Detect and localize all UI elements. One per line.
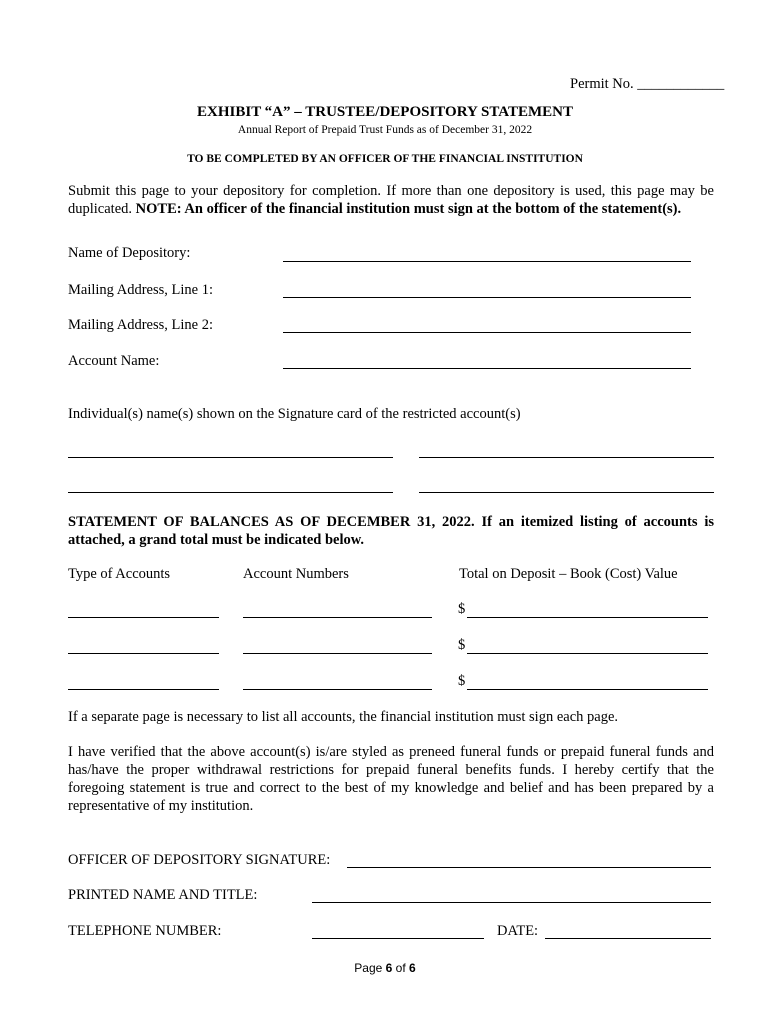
depository-name-label: Name of Depository: xyxy=(68,245,191,261)
intro-text: Submit this page to your depository for completion. If more than one depository is used, this page may be duplicated. xyxy=(68,183,714,217)
mailing-address-2-label: Mailing Address, Line 2: xyxy=(68,317,213,333)
depository-name-field[interactable] xyxy=(283,261,691,262)
account-type-field[interactable] xyxy=(68,689,219,690)
mailing-address-1-field[interactable] xyxy=(283,297,691,298)
document-subtitle: Annual Report of Prepaid Trust Funds as of December 31, 2022 xyxy=(237,124,533,136)
currency-symbol: $ xyxy=(458,673,466,689)
signature-card-label: Individual(s) name(s) shown on the Signature card of the restricted account(s) xyxy=(68,406,521,422)
permit-blank[interactable]: ____________ xyxy=(637,76,725,92)
account-number-field[interactable] xyxy=(243,617,432,618)
date-field[interactable] xyxy=(545,938,711,939)
signature-card-name-field[interactable] xyxy=(419,492,714,493)
account-type-field[interactable] xyxy=(68,653,219,654)
account-name-field[interactable] xyxy=(283,368,691,369)
deposit-total-field[interactable] xyxy=(467,617,708,618)
officer-signature-label: OFFICER OF DEPOSITORY SIGNATURE: xyxy=(68,852,331,868)
printed-name-label: PRINTED NAME AND TITLE: xyxy=(68,887,258,903)
account-number-field[interactable] xyxy=(243,689,432,690)
currency-symbol: $ xyxy=(458,601,466,617)
page-of: of xyxy=(392,961,410,975)
account-type-field[interactable] xyxy=(68,617,219,618)
currency-symbol: $ xyxy=(458,637,466,653)
separate-page-note: If a separate page is necessary to list all accounts, the financial institution must sign each page. xyxy=(68,709,619,725)
account-name-label: Account Name: xyxy=(68,353,160,369)
page-current: 6 xyxy=(385,961,393,975)
date-label: DATE: xyxy=(497,923,539,939)
intro-note: NOTE: An officer of the financial institution must sign at the bottom of the statement(s). xyxy=(135,201,682,217)
permit-number xyxy=(570,76,724,93)
column-header-account-numbers: Account Numbers xyxy=(243,566,349,582)
officer-signature-field[interactable] xyxy=(347,867,711,868)
mailing-address-2-field[interactable] xyxy=(283,332,691,333)
document-title: EXHIBIT “A” – TRUSTEE/DEPOSITORY STATEMENT xyxy=(197,104,573,120)
signature-card-name-field[interactable] xyxy=(419,457,714,458)
page-prefix: Page xyxy=(354,961,386,975)
signature-card-name-field[interactable] xyxy=(68,492,393,493)
balances-heading: STATEMENT OF BALANCES AS OF DECEMBER 31, 2022. If an itemized listing of accounts is attached, a grand total must be indicated below. xyxy=(68,514,714,548)
page-number xyxy=(0,961,770,975)
page-total: 6 xyxy=(409,961,416,975)
account-number-field[interactable] xyxy=(243,653,432,654)
telephone-label: TELEPHONE NUMBER: xyxy=(68,923,222,939)
certification-paragraph: I have verified that the above account(s) is/are styled as preneed funeral funds or prepaid funeral funds and has/have the proper withdrawal restrictions for prepaid funeral benefits funds. I hereby certify that the foregoing statement is true and correct to the best of my knowledge and belief and has been prepared by a representative of my institution. xyxy=(68,744,714,814)
instruction-heading: TO BE COMPLETED BY AN OFFICER OF THE FINANCIAL INSTITUTION xyxy=(187,153,583,165)
column-header-type: Type of Accounts xyxy=(68,566,171,582)
mailing-address-1-label: Mailing Address, Line 1: xyxy=(68,282,213,298)
deposit-total-field[interactable] xyxy=(467,689,708,690)
printed-name-field[interactable] xyxy=(312,902,711,903)
deposit-total-field[interactable] xyxy=(467,653,708,654)
intro-paragraph xyxy=(68,182,714,218)
column-header-total: Total on Deposit – Book (Cost) Value xyxy=(459,566,678,582)
signature-card-name-field[interactable] xyxy=(68,457,393,458)
telephone-field[interactable] xyxy=(312,938,484,939)
permit-label: Permit No. xyxy=(570,76,638,92)
